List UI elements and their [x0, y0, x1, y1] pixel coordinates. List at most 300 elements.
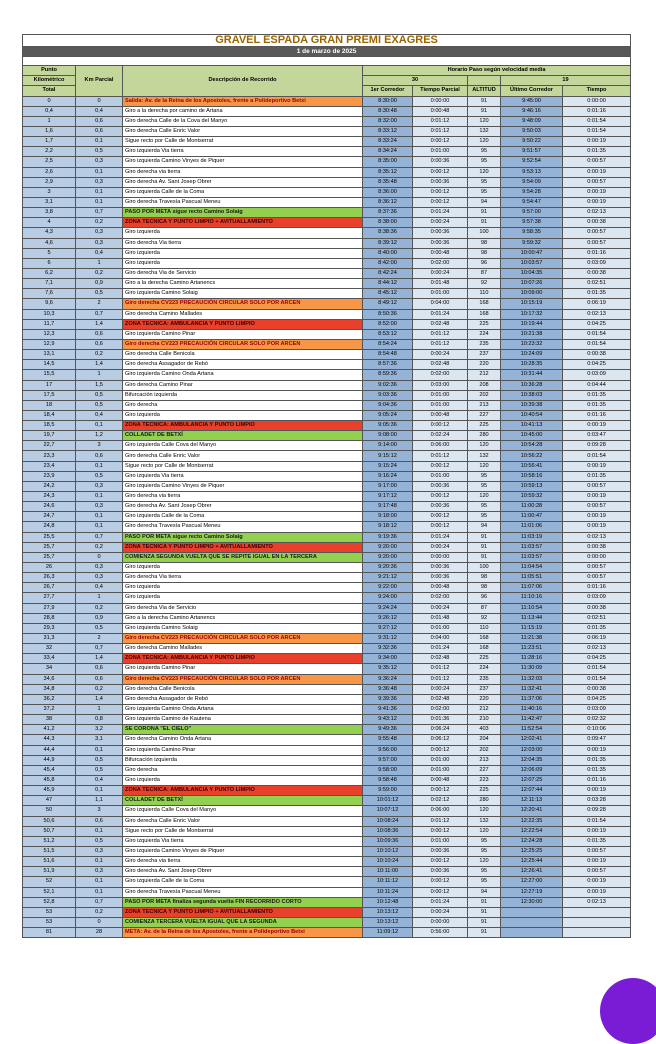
table-row [23, 755, 631, 765]
cell-km-total: 0 [23, 96, 76, 106]
cell-ultimo-corredor: 9:59:32 [501, 238, 563, 248]
cell-tiempo-parcial: 0:00:12 [413, 512, 468, 522]
cell-tiempo: 0:00:57 [563, 238, 631, 248]
cell-km-parcial: 0 [76, 96, 123, 106]
cell-altitud: 91 [468, 218, 501, 228]
cell-km-parcial: 0,1 [76, 522, 123, 532]
cell-tiempo: 0:00:19 [563, 512, 631, 522]
cell-km-total: 7,1 [23, 279, 76, 289]
cell-tiempo-parcial: 0:00:12 [413, 421, 468, 431]
cell-altitud: 237 [468, 350, 501, 360]
cell-altitud: 95 [468, 502, 501, 512]
cell-km-total: 22,7 [23, 441, 76, 451]
cell-km-total: 37,2 [23, 705, 76, 715]
cell-ultimo-corredor: 10:41:13 [501, 421, 563, 431]
cell-ultimo-corredor: 9:57:00 [501, 208, 563, 218]
cell-tiempo-parcial: 0:01:00 [413, 755, 468, 765]
cell-descripcion: Giro izquierda [123, 248, 363, 258]
cell-primer-corredor: 9:02:36 [363, 380, 413, 390]
cell-altitud: 220 [468, 694, 501, 704]
cell-descripcion: Giro izquierda Camino de Kautena [123, 715, 363, 725]
cell-altitud: 120 [468, 492, 501, 502]
cell-tiempo: 0:09:47 [563, 735, 631, 745]
cell-km-parcial: 0,7 [76, 644, 123, 654]
cell-km-total: 12,9 [23, 339, 76, 349]
cell-ultimo-corredor: 9:52:54 [501, 157, 563, 167]
cell-km-total: 23,4 [23, 461, 76, 471]
cell-tiempo-parcial: 0:00:48 [413, 583, 468, 593]
cell-altitud: 280 [468, 431, 501, 441]
document-title: GRAVEL ESPADA GRAN PREMI EXAGRES [23, 35, 631, 47]
cell-primer-corredor: 10:10:12 [363, 846, 413, 856]
cell-descripcion: Giro izquierda Camino Vinyes de Piquer [123, 846, 363, 856]
cell-ultimo-corredor: 9:54:09 [501, 177, 563, 187]
route-sheet [22, 34, 630, 938]
cell-km-total: 4,6 [23, 238, 76, 248]
cell-altitud: 120 [468, 461, 501, 471]
cell-tiempo: 0:01:35 [563, 390, 631, 400]
event-date: 1 de marzo de 2025 [23, 47, 631, 57]
cell-tiempo: 0:02:13 [563, 309, 631, 319]
cell-km-parcial: 0,1 [76, 512, 123, 522]
cell-primer-corredor: 9:15:24 [363, 461, 413, 471]
cell-altitud: 95 [468, 157, 501, 167]
table-row [23, 806, 631, 816]
cell-primer-corredor: 9:35:12 [363, 664, 413, 674]
cell-km-total: 19,7 [23, 431, 76, 441]
cell-ultimo-corredor: 10:17:32 [501, 309, 563, 319]
cell-km-parcial: 0,7 [76, 897, 123, 907]
cell-km-total: 47 [23, 796, 76, 806]
cell-km-total: 27,9 [23, 603, 76, 613]
cell-km-parcial: 0,2 [76, 907, 123, 917]
cell-ultimo-corredor: 10:21:38 [501, 329, 563, 339]
cell-tiempo: 0:03:28 [563, 796, 631, 806]
cell-ultimo-corredor: 12:22:35 [501, 816, 563, 826]
table-row [23, 735, 631, 745]
cell-km-parcial: 0,7 [76, 309, 123, 319]
header-kilometrico: Kilométrico [23, 76, 76, 86]
cell-altitud: 168 [468, 309, 501, 319]
cell-descripcion: Giro derecha Travesía Pascual Meneu [123, 197, 363, 207]
cell-altitud: 168 [468, 299, 501, 309]
table-row [23, 786, 631, 796]
cell-descripcion: Giro derecha via tierra [123, 167, 363, 177]
cell-tiempo: 0:02:32 [563, 715, 631, 725]
cell-tiempo: 0:00:19 [563, 197, 631, 207]
table-row [23, 705, 631, 715]
cell-altitud: 96 [468, 593, 501, 603]
table-row [23, 360, 631, 370]
cell-tiempo: 0:04:44 [563, 380, 631, 390]
cell-ultimo-corredor: 10:56:22 [501, 451, 563, 461]
cell-primer-corredor: 9:18:12 [363, 522, 413, 532]
cell-tiempo: 0:01:54 [563, 116, 631, 126]
cell-km-parcial: 0,6 [76, 339, 123, 349]
cell-tiempo-parcial: 0:00:00 [413, 552, 468, 562]
cell-primer-corredor: 9:32:36 [363, 644, 413, 654]
cell-tiempo-parcial: 0:02:24 [413, 431, 468, 441]
cell-descripcion: Giro derecha Assagador de Rebó [123, 694, 363, 704]
cell-altitud: 235 [468, 339, 501, 349]
cell-km-total: 23,3 [23, 451, 76, 461]
table-row [23, 218, 631, 228]
cell-descripcion: Salida: Av. de la Reina de los Apostoles, frente a Polideportivo Betxi [123, 96, 363, 106]
cell-ultimo-corredor: 10:31:44 [501, 370, 563, 380]
cell-km-total: 14,5 [23, 360, 76, 370]
cell-tiempo: 0:03:09 [563, 370, 631, 380]
cell-primer-corredor: 9:43:12 [363, 715, 413, 725]
cell-ultimo-corredor: 9:58:35 [501, 228, 563, 238]
cell-km-total: 2,9 [23, 177, 76, 187]
cell-descripcion: COLLADET DE BETXÍ [123, 431, 363, 441]
cell-primer-corredor: 9:04:36 [363, 400, 413, 410]
cell-ultimo-corredor: 9:50:03 [501, 126, 563, 136]
cell-ultimo-corredor: 11:05:51 [501, 573, 563, 583]
cell-ultimo-corredor: 10:03:57 [501, 258, 563, 268]
cell-descripcion: Giro derecha CV223 PRECAUCIÓN CIRCULAR SOLO POR ARCEN [123, 299, 363, 309]
cell-tiempo-parcial: 0:00:24 [413, 907, 468, 917]
cell-tiempo: 0:00:38 [563, 268, 631, 278]
cell-ultimo-corredor: 10:19:44 [501, 319, 563, 329]
table-row [23, 522, 631, 532]
cell-km-total: 33,4 [23, 654, 76, 664]
cell-descripcion: Giro a la derecha Camino Artanencs [123, 279, 363, 289]
cell-tiempo-parcial: 0:02:48 [413, 654, 468, 664]
cell-tiempo-parcial: 0:00:12 [413, 877, 468, 887]
floating-assistant-button[interactable] [600, 978, 656, 1044]
cell-tiempo-parcial: 0:06:24 [413, 725, 468, 735]
cell-descripcion: Giro derecha Via tierra [123, 573, 363, 583]
cell-primer-corredor: 9:19:36 [363, 532, 413, 542]
cell-km-total: 18,5 [23, 421, 76, 431]
cell-km-parcial: 0,1 [76, 461, 123, 471]
cell-ultimo-corredor: 11:01:06 [501, 522, 563, 532]
cell-tiempo: 0:03:47 [563, 431, 631, 441]
cell-altitud: 95 [468, 877, 501, 887]
cell-altitud: 91 [468, 928, 501, 938]
route-table [22, 34, 631, 938]
cell-tiempo-parcial: 0:00:48 [413, 410, 468, 420]
cell-km-total: 44,3 [23, 735, 76, 745]
cell-km-total: 3,1 [23, 197, 76, 207]
cell-km-parcial: 0,5 [76, 400, 123, 410]
table-row [23, 106, 631, 116]
cell-tiempo: 0:01:35 [563, 400, 631, 410]
table-row [23, 350, 631, 360]
cell-primer-corredor: 8:49:12 [363, 299, 413, 309]
cell-descripcion: ZONA TECNICA Y PUNTO LIMPIO + AVITUALLAMIENTO [123, 542, 363, 552]
cell-descripcion: Giro izquierda [123, 583, 363, 593]
cell-km-parcial: 0,6 [76, 126, 123, 136]
cell-tiempo-parcial: 0:00:24 [413, 542, 468, 552]
table-row [23, 887, 631, 897]
cell-tiempo: 0:02:13 [563, 532, 631, 542]
cell-primer-corredor: 9:36:24 [363, 674, 413, 684]
cell-tiempo: 0:01:35 [563, 289, 631, 299]
cell-descripcion: Giro derecha Calle Enric Valor [123, 451, 363, 461]
table-row [23, 370, 631, 380]
cell-descripcion: Giro izquierda Via tierra [123, 147, 363, 157]
cell-km-parcial: 1 [76, 705, 123, 715]
cell-km-parcial: 1 [76, 593, 123, 603]
cell-km-total: 53 [23, 917, 76, 927]
cell-tiempo-parcial: 0:00:12 [413, 857, 468, 867]
cell-altitud: 95 [468, 471, 501, 481]
cell-altitud: 95 [468, 187, 501, 197]
cell-ultimo-corredor: 10:40:54 [501, 410, 563, 420]
header-altitud: ALTITUD [468, 86, 501, 96]
cell-descripcion: Giro derecha CV223 PRECAUCIÓN CIRCULAR SOLO POR ARCEN [123, 634, 363, 644]
cell-km-total: 24,6 [23, 502, 76, 512]
cell-ultimo-corredor: 11:15:19 [501, 623, 563, 633]
table-row [23, 441, 631, 451]
cell-tiempo: 0:01:16 [563, 410, 631, 420]
cell-altitud: 132 [468, 126, 501, 136]
cell-km-parcial: 0,6 [76, 664, 123, 674]
cell-primer-corredor: 8:50:36 [363, 309, 413, 319]
cell-tiempo: 0:01:16 [563, 106, 631, 116]
cell-km-parcial: 0,4 [76, 583, 123, 593]
cell-tiempo-parcial: 0:01:00 [413, 400, 468, 410]
cell-descripcion: Sigue recto por Calle de Montserrat [123, 826, 363, 836]
cell-km-parcial: 0,3 [76, 157, 123, 167]
cell-tiempo-parcial: 0:04:00 [413, 634, 468, 644]
cell-descripcion: Giro derecha Calle Enric Valor [123, 816, 363, 826]
table-row [23, 329, 631, 339]
cell-altitud: 168 [468, 634, 501, 644]
cell-ultimo-corredor: 12:26:41 [501, 867, 563, 877]
cell-primer-corredor: 8:30:00 [363, 96, 413, 106]
header-km-parcial: Km Parcial [76, 66, 123, 96]
cell-km-parcial: 0,6 [76, 116, 123, 126]
cell-tiempo-parcial: 0:01:12 [413, 816, 468, 826]
cell-tiempo: 0:00:19 [563, 461, 631, 471]
cell-descripcion: Giro derecha Camino Pinar [123, 380, 363, 390]
cell-ultimo-corredor: 10:54:28 [501, 441, 563, 451]
cell-tiempo-parcial: 0:00:12 [413, 167, 468, 177]
cell-tiempo: 0:00:19 [563, 877, 631, 887]
cell-descripcion: Giro izquierda Camino Pinar [123, 329, 363, 339]
cell-descripcion: Giro izquierda Camino Solaig [123, 289, 363, 299]
cell-tiempo: 0:09:28 [563, 806, 631, 816]
cell-km-parcial: 0,3 [76, 846, 123, 856]
cell-km-total: 52,1 [23, 887, 76, 897]
table-row [23, 552, 631, 562]
cell-tiempo [563, 907, 631, 917]
cell-ultimo-corredor: 11:42:47 [501, 715, 563, 725]
cell-km-parcial: 0,5 [76, 765, 123, 775]
cell-ultimo-corredor: 11:21:38 [501, 634, 563, 644]
table-row [23, 116, 631, 126]
table-row [23, 694, 631, 704]
cell-km-parcial: 0,1 [76, 826, 123, 836]
cell-ultimo-corredor: 12:25:44 [501, 857, 563, 867]
cell-ultimo-corredor: 11:32:03 [501, 674, 563, 684]
cell-km-total: 2,6 [23, 167, 76, 177]
cell-primer-corredor: 8:45:12 [363, 289, 413, 299]
cell-primer-corredor: 10:11:12 [363, 877, 413, 887]
cell-ultimo-corredor: 11:40:16 [501, 705, 563, 715]
cell-km-total: 18,4 [23, 410, 76, 420]
cell-altitud: 208 [468, 380, 501, 390]
cell-descripcion: Giro izquierda [123, 593, 363, 603]
cell-tiempo-parcial: 0:00:00 [413, 917, 468, 927]
cell-altitud: 110 [468, 623, 501, 633]
cell-tiempo: 0:00:38 [563, 350, 631, 360]
cell-primer-corredor: 9:15:12 [363, 451, 413, 461]
cell-primer-corredor: 9:24:24 [363, 603, 413, 613]
cell-tiempo-parcial: 0:00:24 [413, 268, 468, 278]
cell-km-parcial: 0,2 [76, 268, 123, 278]
table-row [23, 502, 631, 512]
cell-tiempo: 0:01:35 [563, 471, 631, 481]
cell-km-parcial: 0,9 [76, 613, 123, 623]
cell-ultimo-corredor: 11:32:41 [501, 684, 563, 694]
cell-tiempo-parcial: 0:00:00 [413, 96, 468, 106]
cell-descripcion: Giro derecha Camino Onda Artana [123, 735, 363, 745]
cell-km-parcial: 3 [76, 806, 123, 816]
cell-descripcion: PASO POR META finaliza segunda vuelta FIN RECORRIDO CORTO [123, 897, 363, 907]
cell-km-parcial: 0,4 [76, 248, 123, 258]
cell-km-parcial: 28 [76, 928, 123, 938]
cell-ultimo-corredor: 10:09:00 [501, 289, 563, 299]
cell-km-parcial: 0,5 [76, 289, 123, 299]
cell-primer-corredor: 8:38:00 [363, 218, 413, 228]
cell-tiempo-parcial: 0:01:24 [413, 532, 468, 542]
cell-tiempo-parcial: 0:56:00 [413, 928, 468, 938]
cell-tiempo: 0:06:19 [563, 634, 631, 644]
cell-tiempo: 0:03:09 [563, 258, 631, 268]
cell-ultimo-corredor: 11:23:51 [501, 644, 563, 654]
table-row [23, 907, 631, 917]
cell-km-total: 5 [23, 248, 76, 258]
cell-tiempo-parcial: 0:00:12 [413, 826, 468, 836]
cell-primer-corredor: 8:54:24 [363, 339, 413, 349]
cell-km-parcial: 1 [76, 370, 123, 380]
cell-altitud: 168 [468, 644, 501, 654]
cell-tiempo: 0:00:57 [563, 846, 631, 856]
cell-tiempo-parcial: 0:00:36 [413, 502, 468, 512]
cell-km-parcial: 0,3 [76, 177, 123, 187]
cell-tiempo-parcial: 0:02:12 [413, 796, 468, 806]
header-total: Total [23, 86, 76, 96]
cell-ultimo-corredor: 10:04:35 [501, 268, 563, 278]
cell-descripcion: COLLADET DE BETXÍ [123, 796, 363, 806]
cell-tiempo-parcial: 0:00:24 [413, 350, 468, 360]
cell-km-parcial: 0,1 [76, 197, 123, 207]
cell-tiempo-parcial: 0:01:12 [413, 674, 468, 684]
cell-altitud: 120 [468, 116, 501, 126]
cell-km-total: 25,7 [23, 542, 76, 552]
cell-ultimo-corredor: 12:07:44 [501, 786, 563, 796]
cell-tiempo-parcial: 0:01:12 [413, 329, 468, 339]
cell-tiempo: 0:01:35 [563, 755, 631, 765]
cell-tiempo-parcial: 0:02:48 [413, 319, 468, 329]
cell-descripcion: PASO POR META sigue recto Camino Solaig [123, 208, 363, 218]
cell-primer-corredor: 9:20:36 [363, 563, 413, 573]
cell-tiempo: 0:04:25 [563, 694, 631, 704]
cell-primer-corredor: 8:36:00 [363, 187, 413, 197]
cell-altitud: 224 [468, 329, 501, 339]
cell-primer-corredor: 8:37:36 [363, 208, 413, 218]
table-row [23, 917, 631, 927]
cell-tiempo-parcial: 0:01:12 [413, 126, 468, 136]
table-row [23, 765, 631, 775]
cell-ultimo-corredor: 10:58:16 [501, 471, 563, 481]
cell-descripcion: Giro izquierda [123, 410, 363, 420]
cell-tiempo: 0:04:25 [563, 360, 631, 370]
cell-tiempo-parcial: 0:02:00 [413, 370, 468, 380]
cell-ultimo-corredor: 12:22:54 [501, 826, 563, 836]
cell-km-total: 50,6 [23, 816, 76, 826]
cell-ultimo-corredor: 12:07:25 [501, 775, 563, 785]
table-row [23, 208, 631, 218]
cell-primer-corredor: 8:35:48 [363, 177, 413, 187]
cell-tiempo: 0:00:57 [563, 573, 631, 583]
cell-descripcion: ZONA TECNICA: AMBULANCIA Y PUNTO LIMPIO [123, 421, 363, 431]
cell-km-parcial: 0,5 [76, 147, 123, 157]
cell-altitud: 95 [468, 177, 501, 187]
cell-ultimo-corredor: 11:28:16 [501, 654, 563, 664]
cell-primer-corredor: 9:59:00 [363, 786, 413, 796]
cell-primer-corredor: 8:42:24 [363, 268, 413, 278]
cell-tiempo-parcial: 0:01:12 [413, 451, 468, 461]
cell-tiempo-parcial: 0:00:36 [413, 238, 468, 248]
cell-km-parcial: 0,2 [76, 218, 123, 228]
cell-tiempo-parcial: 0:00:36 [413, 867, 468, 877]
cell-descripcion: COMIENZA SEGUNDA VUELTA QUE SE REPITE IGUAL EN LA TERCERA [123, 552, 363, 562]
cell-km-total: 51,6 [23, 857, 76, 867]
cell-tiempo-parcial: 0:00:12 [413, 887, 468, 897]
cell-primer-corredor: 9:36:48 [363, 684, 413, 694]
header-tiempo-parcial: Tiempo Parcial [413, 86, 468, 96]
cell-tiempo-parcial: 0:00:36 [413, 481, 468, 491]
cell-tiempo: 0:00:19 [563, 826, 631, 836]
cell-descripcion: Sigue recto por Calle de Montserrat [123, 461, 363, 471]
cell-descripcion: Giro derecha Av. Sant Josep Obrer [123, 502, 363, 512]
cell-tiempo: 0:01:54 [563, 329, 631, 339]
cell-primer-corredor: 10:07:12 [363, 806, 413, 816]
cell-tiempo-parcial: 0:06:00 [413, 441, 468, 451]
cell-primer-corredor: 8:35:12 [363, 167, 413, 177]
cell-altitud: 204 [468, 735, 501, 745]
cell-km-total: 13,1 [23, 350, 76, 360]
cell-ultimo-corredor: 12:20:41 [501, 806, 563, 816]
cell-descripcion: Giro izquierda Calle Cova del Manyo [123, 441, 363, 451]
cell-ultimo-corredor: 11:52:54 [501, 725, 563, 735]
table-row [23, 339, 631, 349]
cell-km-parcial: 0,7 [76, 532, 123, 542]
cell-ultimo-corredor: 11:07:06 [501, 583, 563, 593]
cell-primer-corredor: 8:38:36 [363, 228, 413, 238]
cell-descripcion: Giro a la derecha Camino Artanencs [123, 613, 363, 623]
cell-km-total: 34 [23, 664, 76, 674]
cell-primer-corredor: 9:05:24 [363, 410, 413, 420]
cell-km-parcial: 0,6 [76, 329, 123, 339]
table-row [23, 775, 631, 785]
cell-km-parcial: 0,2 [76, 542, 123, 552]
cell-altitud: 91 [468, 96, 501, 106]
cell-primer-corredor: 9:18:00 [363, 512, 413, 522]
cell-descripcion: Giro izquierda [123, 563, 363, 573]
cell-primer-corredor: 9:22:00 [363, 583, 413, 593]
cell-altitud: 202 [468, 390, 501, 400]
cell-altitud: 91 [468, 917, 501, 927]
cell-ultimo-corredor: 11:04:54 [501, 563, 563, 573]
cell-altitud: 120 [468, 167, 501, 177]
cell-tiempo-parcial: 0:00:12 [413, 461, 468, 471]
